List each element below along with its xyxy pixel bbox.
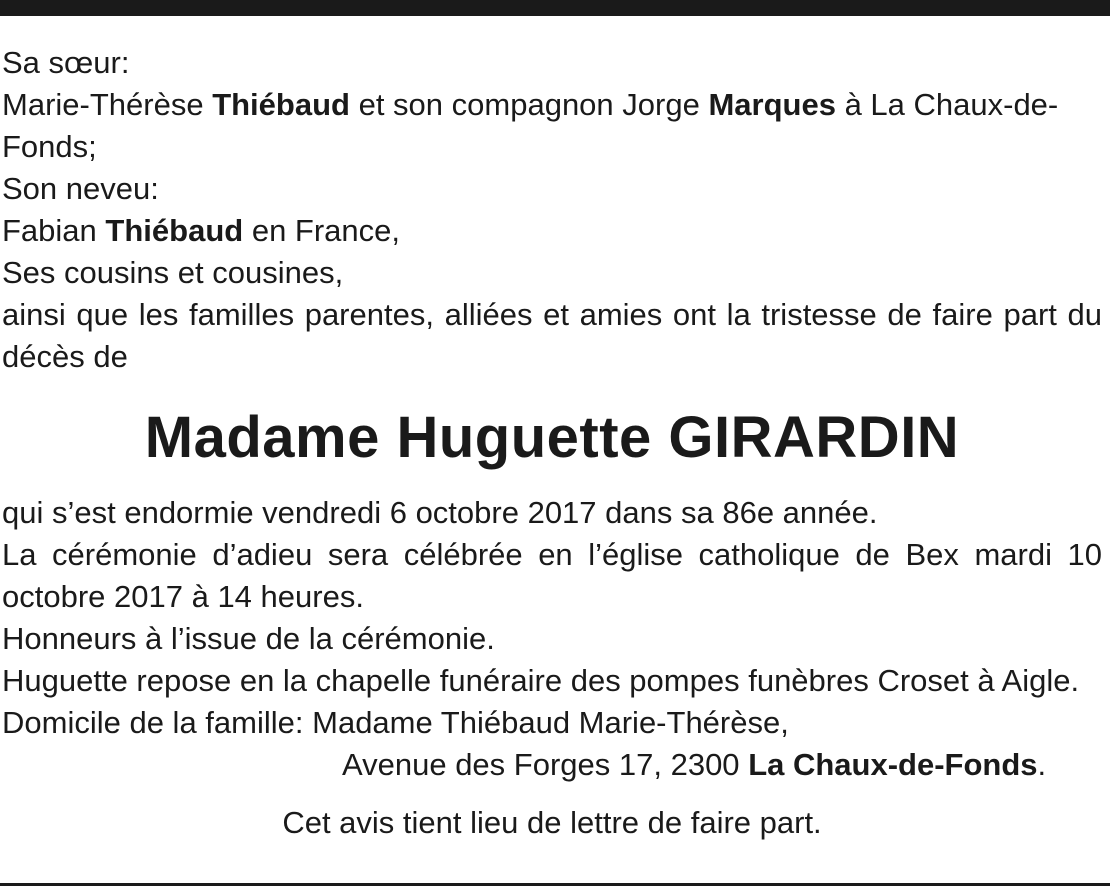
- domicile-label: Domicile de la famille:: [2, 705, 304, 740]
- sister-last-name: Thiébaud: [212, 87, 350, 122]
- ceremony-line: La cérémonie d’adieu sera célébrée en l’église catholique de Bex mardi 10 octobre 2017 à 14 heures.: [2, 537, 1102, 614]
- nephew-place: en France,: [251, 213, 401, 248]
- companion-text: et son compagnon Jorge: [358, 87, 700, 122]
- sister-line: [2, 84, 1102, 168]
- sister-heading: Sa sœur:: [2, 45, 130, 80]
- notice-body: [2, 42, 1102, 844]
- domicile-address: [2, 744, 1102, 786]
- companion-last-name: Marques: [708, 87, 836, 122]
- nephew-last-name: Thiébaud: [105, 213, 244, 248]
- nephew-heading: Son neveu:: [2, 171, 159, 206]
- bottom-rule: [0, 883, 1110, 886]
- closing-line: Cet avis tient lieu de lettre de faire part.: [282, 805, 822, 840]
- family-domicile: [2, 702, 1102, 786]
- passing-line: qui s’est endormie vendredi 6 octobre 2017 dans sa 86e année.: [2, 495, 878, 530]
- address-street: Avenue des Forges 17, 2300: [342, 747, 740, 782]
- domicile-name: Madame Thiébaud Marie-Thérèse,: [312, 705, 789, 740]
- nephew-line: [2, 210, 1102, 252]
- deceased-name: Madame Huguette GIRARDIN: [144, 405, 960, 470]
- domicile-first-line: [2, 702, 1102, 744]
- honours-line: Honneurs à l’issue de la cérémonie.: [2, 621, 495, 656]
- repose-line: Huguette repose en la chapelle funéraire des pompes funèbres Croset à Aigle.: [2, 663, 1080, 698]
- top-rule: [0, 0, 1110, 16]
- sister-first-name: Marie-Thérèse: [2, 87, 204, 122]
- address-end: .: [1037, 747, 1047, 782]
- address-city: La Chaux-de-Fonds: [748, 747, 1038, 782]
- sister-place: à La Chaux-de-Fonds;: [2, 87, 1059, 164]
- cousins-line: Ses cousins et cousines,: [2, 255, 344, 290]
- families-line: ainsi que les familles parentes, alliées et amies ont la tristesse de faire part du décès de: [2, 297, 1102, 374]
- nephew-first-name: Fabian: [2, 213, 97, 248]
